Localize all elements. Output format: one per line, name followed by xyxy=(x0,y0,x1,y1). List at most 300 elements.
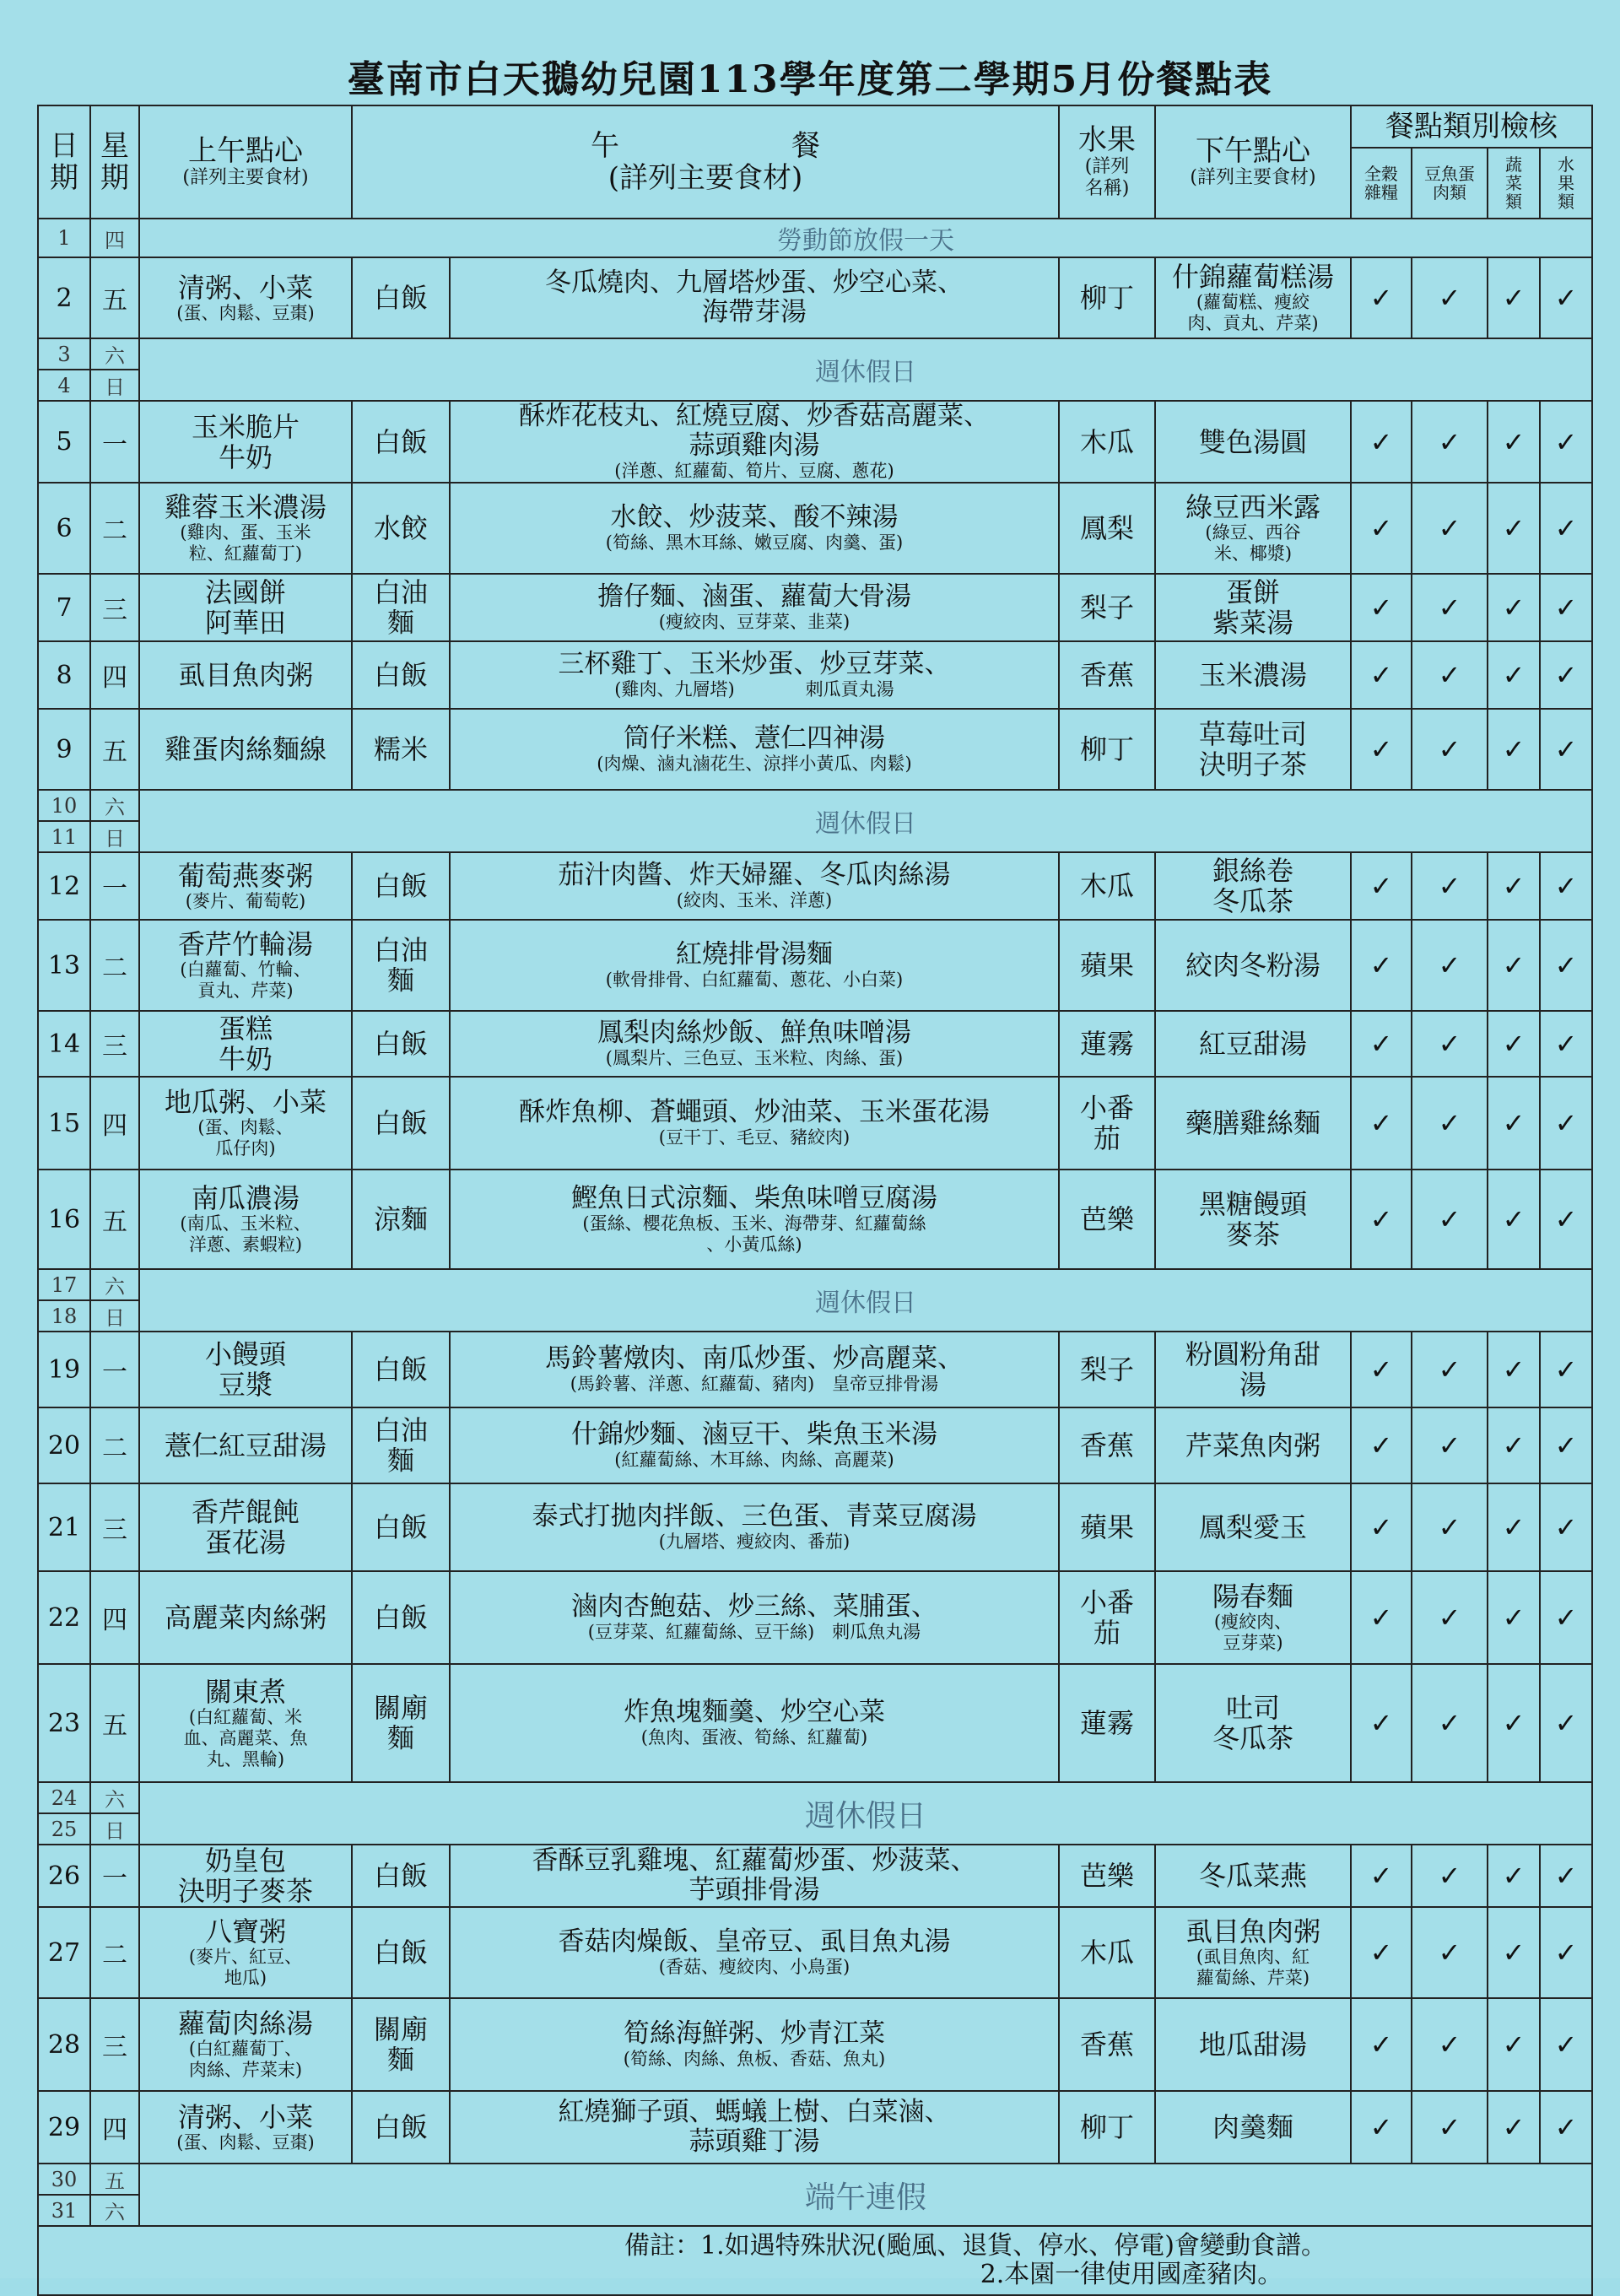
am-snack-ingredients: (麥片、葡萄乾) xyxy=(185,890,306,911)
date-cell: 6 xyxy=(38,483,90,574)
day-row xyxy=(38,1664,1592,1782)
fruit-name: 木瓜 xyxy=(1079,1937,1134,1969)
pm-snack-name: 肉羹麵 xyxy=(1212,2111,1293,2143)
check-protein-mark: ✓ xyxy=(1412,1407,1488,1483)
weekday-cell: 四 xyxy=(90,2091,139,2164)
weekday-cell: 日 xyxy=(90,370,139,401)
am-snack-ingredients: (蛋、肉鬆、 瓜仔肉) xyxy=(197,1117,294,1159)
date-cell: 4 xyxy=(38,370,90,401)
check-veg-mark: ✓ xyxy=(1488,709,1540,790)
check-veg-mark: ✓ xyxy=(1488,1332,1540,1407)
check-fruit-mark: ✓ xyxy=(1540,1077,1592,1170)
check-grain-mark: ✓ xyxy=(1351,709,1412,790)
weekday-cell: 五 xyxy=(90,257,139,338)
check-grain-mark: ✓ xyxy=(1351,920,1412,1011)
staple-cell xyxy=(352,1170,450,1269)
day-row xyxy=(38,641,1592,709)
staple-name: 白飯 xyxy=(373,1937,428,1969)
fruit-name: 梨子 xyxy=(1079,592,1134,624)
am-snack-name: 香芹竹輪湯 xyxy=(177,928,313,960)
staple-name: 白飯 xyxy=(373,1107,428,1139)
pm-snack-name: 絞肉冬粉湯 xyxy=(1185,949,1320,981)
check-protein-mark: ✓ xyxy=(1412,709,1488,790)
date-cell: 28 xyxy=(38,1998,90,2091)
staple-cell xyxy=(352,1907,450,1998)
pm-snack-name: 銀絲卷 冬瓜茶 xyxy=(1212,855,1293,917)
lunch-cell xyxy=(450,641,1059,709)
check-grain-mark: ✓ xyxy=(1351,401,1412,483)
lunch-dishes: 冬瓜燒肉、九層塔炒蛋、炒空心菜、 海帶芽湯 xyxy=(545,267,964,327)
check-veg-mark: ✓ xyxy=(1488,2091,1540,2164)
fruit-name: 柳丁 xyxy=(1079,733,1134,765)
am-snack-cell xyxy=(139,709,352,790)
pm-snack-cell xyxy=(1155,257,1351,338)
fruit-cell xyxy=(1059,641,1155,709)
day-row xyxy=(38,574,1592,641)
lunch-ingredients: (蛋絲、櫻花魚板、玉米、海帶芽、紅蘿蔔絲 、小黃瓜絲) xyxy=(582,1213,926,1255)
date-cell: 17 xyxy=(38,1269,90,1300)
date-cell: 27 xyxy=(38,1907,90,1998)
staple-cell xyxy=(352,1011,450,1077)
pm-snack-ingredients: (瘦絞肉、 豆芽菜) xyxy=(1213,1612,1293,1653)
am-snack-name: 玉米脆片 牛奶 xyxy=(191,410,300,473)
staple-name: 白油 麵 xyxy=(373,1414,428,1477)
lunch-cell xyxy=(450,1483,1059,1571)
check-veg-mark: ✓ xyxy=(1488,1571,1540,1664)
lunch-cell xyxy=(450,1011,1059,1077)
pm-snack-cell xyxy=(1155,920,1351,1011)
fruit-cell xyxy=(1059,852,1155,920)
staple-name: 關廟 麵 xyxy=(373,2013,428,2076)
day-row xyxy=(38,1845,1592,1907)
fruit-cell xyxy=(1059,401,1155,483)
check-grain-mark: ✓ xyxy=(1351,1483,1412,1571)
lunch-ingredients: (紅蘿蔔絲、木耳絲、肉絲、高麗菜) xyxy=(614,1450,894,1470)
day-row xyxy=(38,257,1592,338)
weekday-cell: 二 xyxy=(90,1907,139,1998)
date-cell: 11 xyxy=(38,821,90,852)
check-protein-mark: ✓ xyxy=(1412,1845,1488,1907)
note-line-1: 備註：1.如遇特殊狀況(颱風、退貨、停水、停電)會變動食譜。 xyxy=(624,2231,1327,2261)
page-title: 臺南市白天鵝幼兒園113學年度第二學期5月份餐點表 xyxy=(347,58,1273,101)
lunch-ingredients: (豆芽菜、紅蘿蔔絲、豆干絲) 刺瓜魚丸湯 xyxy=(587,1622,921,1642)
am-snack-cell xyxy=(139,2091,352,2164)
fruit-cell xyxy=(1059,2091,1155,2164)
fruit-cell xyxy=(1059,1664,1155,1782)
check-grain-mark: ✓ xyxy=(1351,1845,1412,1907)
check-fruit-mark: ✓ xyxy=(1540,1332,1592,1407)
check-veg-mark: ✓ xyxy=(1488,1077,1540,1170)
day-row xyxy=(38,483,1592,574)
check-veg-mark: ✓ xyxy=(1488,1998,1540,2091)
check-grain-mark: ✓ xyxy=(1351,641,1412,709)
weekday-cell: 日 xyxy=(90,821,139,852)
lunch-ingredients: (鳳梨片、三色豆、玉米粒、肉絲、蛋) xyxy=(605,1048,904,1068)
am-snack-cell xyxy=(139,401,352,483)
staple-cell xyxy=(352,1483,450,1571)
check-fruit-mark: ✓ xyxy=(1540,1998,1592,2091)
check-protein-mark: ✓ xyxy=(1412,483,1488,574)
date-cell: 22 xyxy=(38,1571,90,1664)
check-veg-mark: ✓ xyxy=(1488,1011,1540,1077)
check-fruit-mark: ✓ xyxy=(1540,709,1592,790)
am-snack-cell xyxy=(139,1011,352,1077)
day-row xyxy=(38,1332,1592,1407)
check-grain-mark: ✓ xyxy=(1351,483,1412,574)
check-fruit-mark: ✓ xyxy=(1540,641,1592,709)
pm-snack-name: 吐司 冬瓜茶 xyxy=(1212,1692,1293,1754)
meal-table-body xyxy=(38,219,1592,2226)
pm-snack-cell xyxy=(1155,483,1351,574)
check-protein-mark: ✓ xyxy=(1412,1077,1488,1170)
date-cell: 24 xyxy=(38,1782,90,1813)
weekday-cell: 五 xyxy=(90,2164,139,2195)
fruit-name: 柳丁 xyxy=(1079,282,1134,314)
fruit-cell xyxy=(1059,1011,1155,1077)
lunch-ingredients: (筍絲、黑木耳絲、嫩豆腐、肉羹、蛋) xyxy=(605,532,904,553)
check-veg-mark: ✓ xyxy=(1488,852,1540,920)
am-snack-cell xyxy=(139,641,352,709)
am-snack-name: 雞蛋肉絲麵線 xyxy=(164,733,327,765)
day-row xyxy=(38,2091,1592,2164)
date-cell: 16 xyxy=(38,1170,90,1269)
header-lunch: 午 餐 (詳列主要食材) xyxy=(352,105,1059,219)
lunch-dishes: 香酥豆乳雞塊、紅蘿蔔炒蛋、炒菠菜、 芋頭排骨湯 xyxy=(532,1845,977,1905)
lunch-cell xyxy=(450,2091,1059,2164)
lunch-cell xyxy=(450,1664,1059,1782)
check-protein-mark: ✓ xyxy=(1412,920,1488,1011)
date-cell: 7 xyxy=(38,574,90,641)
fruit-cell xyxy=(1059,257,1155,338)
lunch-ingredients: (魚肉、蛋液、筍絲、紅蘿蔔) xyxy=(640,1727,868,1748)
staple-cell xyxy=(352,1332,450,1407)
lunch-cell xyxy=(450,1407,1059,1483)
check-fruit-mark: ✓ xyxy=(1540,483,1592,574)
lunch-cell xyxy=(450,1332,1059,1407)
staple-cell xyxy=(352,1664,450,1782)
check-grain-mark: ✓ xyxy=(1351,1077,1412,1170)
fruit-cell xyxy=(1059,920,1155,1011)
check-fruit-mark: ✓ xyxy=(1540,2091,1592,2164)
lunch-ingredients: (軟骨排骨、白紅蘿蔔、蔥花、小白菜) xyxy=(605,970,904,990)
am-snack-name: 清粥、小菜 xyxy=(177,271,313,304)
lunch-dishes: 什錦炒麵、滷豆干、柴魚玉米湯 xyxy=(571,1419,937,1450)
staple-name: 白油 麵 xyxy=(373,934,428,997)
note-line-2: 2.本園一律使用國產豬肉。 xyxy=(980,2260,1283,2289)
check-fruit-mark: ✓ xyxy=(1540,1011,1592,1077)
pm-snack-cell xyxy=(1155,1571,1351,1664)
staple-name: 白飯 xyxy=(373,1028,428,1060)
lunch-cell xyxy=(450,1845,1059,1907)
fruit-name: 香蕉 xyxy=(1079,2029,1134,2061)
fruit-cell xyxy=(1059,1407,1155,1483)
fruit-name: 木瓜 xyxy=(1079,425,1134,458)
staple-cell xyxy=(352,1077,450,1170)
pm-snack-cell xyxy=(1155,709,1351,790)
weekday-cell: 一 xyxy=(90,401,139,483)
weekday-cell: 四 xyxy=(90,1077,139,1170)
pm-snack-name: 冬瓜菜燕 xyxy=(1198,1860,1307,1892)
pm-snack-cell xyxy=(1155,574,1351,641)
date-cell: 30 xyxy=(38,2164,90,2195)
staple-cell xyxy=(352,401,450,483)
check-fruit-mark: ✓ xyxy=(1540,257,1592,338)
am-snack-name: 法國餅 阿華田 xyxy=(204,576,286,639)
check-fruit-mark: ✓ xyxy=(1540,1170,1592,1269)
header-pm-snack: 下午點心 (詳列主要食材) xyxy=(1155,105,1351,219)
check-veg-mark: ✓ xyxy=(1488,574,1540,641)
check-protein-mark: ✓ xyxy=(1412,1664,1488,1782)
date-cell: 31 xyxy=(38,2195,90,2226)
lunch-ingredients: (瘦絞肉、豆芽菜、韭菜) xyxy=(658,612,850,632)
lunch-ingredients: (洋蔥、紅蘿蔔、筍片、豆腐、蔥花) xyxy=(614,461,894,481)
am-snack-cell xyxy=(139,1077,352,1170)
weekday-cell: 五 xyxy=(90,1664,139,1782)
staple-name: 水餃 xyxy=(373,512,428,544)
am-snack-cell xyxy=(139,1571,352,1664)
staple-cell xyxy=(352,574,450,641)
weekday-cell: 日 xyxy=(90,1813,139,1845)
am-snack-ingredients: (白紅蘿蔔、米 血、高麗菜、魚 丸、黑輪) xyxy=(183,1706,308,1769)
pm-snack-cell xyxy=(1155,852,1351,920)
check-fruit-mark: ✓ xyxy=(1540,852,1592,920)
pm-snack-cell xyxy=(1155,1483,1351,1571)
lunch-dishes: 三杯雞丁、玉米炒蛋、炒豆芽菜、 xyxy=(558,649,951,679)
check-fruit-mark: ✓ xyxy=(1540,401,1592,483)
weekday-cell: 三 xyxy=(90,1011,139,1077)
pm-snack-cell xyxy=(1155,1907,1351,1998)
check-grain-mark: ✓ xyxy=(1351,1571,1412,1664)
day-row xyxy=(38,1907,1592,1998)
pm-snack-name: 雙色湯圓 xyxy=(1198,425,1307,458)
check-veg-mark: ✓ xyxy=(1488,641,1540,709)
am-snack-name: 八寶粥 xyxy=(204,1915,286,1948)
holiday-row xyxy=(38,2164,1592,2195)
staple-cell xyxy=(352,1845,450,1907)
header-cat-grain: 全穀雜糧 xyxy=(1351,148,1412,219)
lunch-ingredients: (九層塔、瘦絞肉、番茄) xyxy=(658,1532,850,1552)
day-row xyxy=(38,1998,1592,2091)
am-snack-ingredients: (蛋、肉鬆、豆棗) xyxy=(176,2131,315,2153)
am-snack-name: 清粥、小菜 xyxy=(177,2100,313,2133)
date-cell: 26 xyxy=(38,1845,90,1907)
fruit-cell xyxy=(1059,1170,1155,1269)
date-cell: 8 xyxy=(38,641,90,709)
holiday-label: 勞動節放假一天 xyxy=(139,219,1592,257)
fruit-cell xyxy=(1059,1998,1155,2091)
am-snack-ingredients: (麥片、紅豆、 地瓜) xyxy=(188,1947,303,1988)
fruit-cell xyxy=(1059,1845,1155,1907)
check-veg-mark: ✓ xyxy=(1488,1664,1540,1782)
day-row xyxy=(38,1483,1592,1571)
am-snack-ingredients: (南瓜、玉米粒、 洋蔥、素蝦粒) xyxy=(180,1213,311,1255)
weekday-cell: 四 xyxy=(90,219,139,257)
weekday-cell: 一 xyxy=(90,1845,139,1907)
check-protein-mark: ✓ xyxy=(1412,852,1488,920)
staple-name: 白飯 xyxy=(373,1860,428,1892)
pm-snack-cell xyxy=(1155,1077,1351,1170)
holiday-label: 週休假日 xyxy=(139,338,1592,401)
check-protein-mark: ✓ xyxy=(1412,401,1488,483)
check-protein-mark: ✓ xyxy=(1412,2091,1488,2164)
header-am-snack: 上午點心 (詳列主要食材) xyxy=(139,105,352,219)
holiday-label: 週休假日 xyxy=(139,1782,1592,1845)
lunch-cell xyxy=(450,1077,1059,1170)
am-snack-name: 香芹餛飩 蛋花湯 xyxy=(191,1496,300,1559)
check-grain-mark: ✓ xyxy=(1351,1998,1412,2091)
lunch-cell xyxy=(450,483,1059,574)
staple-name: 白飯 xyxy=(373,1353,428,1386)
lunch-dishes: 筍絲海鮮粥、炒青江菜 xyxy=(624,2018,885,2049)
check-fruit-mark: ✓ xyxy=(1540,1483,1592,1571)
date-cell: 14 xyxy=(38,1011,90,1077)
lunch-cell xyxy=(450,920,1059,1011)
header-fruit: 水果 (詳列名稱) xyxy=(1059,105,1155,219)
staple-name: 糯米 xyxy=(373,733,428,765)
pm-snack-cell xyxy=(1155,1332,1351,1407)
header-cat-veg: 蔬菜類 xyxy=(1488,148,1540,219)
lunch-ingredients: (馬鈴薯、洋蔥、紅蘿蔔、豬肉) 皇帝豆排骨湯 xyxy=(570,1374,939,1394)
staple-cell xyxy=(352,257,450,338)
lunch-cell xyxy=(450,1170,1059,1269)
weekday-cell: 二 xyxy=(90,1407,139,1483)
lunch-cell xyxy=(450,257,1059,338)
staple-name: 白飯 xyxy=(373,425,428,458)
check-fruit-mark: ✓ xyxy=(1540,1845,1592,1907)
am-snack-name: 奶皇包 決明子麥茶 xyxy=(177,1845,313,1907)
check-veg-mark: ✓ xyxy=(1488,1170,1540,1269)
am-snack-ingredients: (白蘿蔔、竹輪、 貢丸、芹菜) xyxy=(180,959,311,1001)
staple-name: 白飯 xyxy=(373,2111,428,2143)
lunch-dishes: 水餃、炒菠菜、酸不辣湯 xyxy=(610,502,899,532)
check-protein-mark: ✓ xyxy=(1412,1907,1488,1998)
staple-cell xyxy=(352,1998,450,2091)
am-snack-cell xyxy=(139,574,352,641)
holiday-label: 週休假日 xyxy=(139,790,1592,852)
lunch-ingredients: (豆干丁、毛豆、豬絞肉) xyxy=(658,1127,850,1148)
staple-name: 白油 麵 xyxy=(373,576,428,639)
am-snack-cell xyxy=(139,1332,352,1407)
header-weekday: 星期 xyxy=(90,105,139,219)
lunch-cell xyxy=(450,1571,1059,1664)
pm-snack-name: 玉米濃湯 xyxy=(1198,659,1307,691)
lunch-dishes: 泰式打拋肉拌飯、三色蛋、青菜豆腐湯 xyxy=(532,1501,977,1532)
lunch-ingredients: (筍絲、肉絲、魚板、香菇、魚丸) xyxy=(623,2049,886,2069)
lunch-dishes: 茄汁肉醬、炸天婦羅、冬瓜肉絲湯 xyxy=(558,860,951,890)
check-fruit-mark: ✓ xyxy=(1540,574,1592,641)
pm-snack-ingredients: (綠豆、西谷 米、椰漿) xyxy=(1205,522,1301,564)
check-veg-mark: ✓ xyxy=(1488,1483,1540,1571)
weekday-cell: 二 xyxy=(90,483,139,574)
date-cell: 13 xyxy=(38,920,90,1011)
fruit-name: 鳳梨 xyxy=(1079,512,1134,544)
fruit-name: 小番 茄 xyxy=(1079,1586,1134,1649)
fruit-name: 木瓜 xyxy=(1079,870,1134,902)
check-protein-mark: ✓ xyxy=(1412,641,1488,709)
lunch-cell xyxy=(450,709,1059,790)
fruit-cell xyxy=(1059,1483,1155,1571)
check-grain-mark: ✓ xyxy=(1351,1170,1412,1269)
pm-snack-name: 紅豆甜湯 xyxy=(1198,1028,1307,1060)
lunch-ingredients: (香菇、瘦絞肉、小鳥蛋) xyxy=(658,1957,850,1977)
lunch-dishes: 酥炸魚柳、蒼蠅頭、炒油菜、玉米蛋花湯 xyxy=(519,1097,990,1127)
date-cell: 29 xyxy=(38,2091,90,2164)
pm-snack-cell xyxy=(1155,1845,1351,1907)
fruit-cell xyxy=(1059,1077,1155,1170)
staple-name: 白飯 xyxy=(373,1602,428,1634)
header-cat-fruit: 水果類 xyxy=(1540,148,1592,219)
date-cell: 3 xyxy=(38,338,90,370)
staple-name: 白飯 xyxy=(373,870,428,902)
date-cell: 12 xyxy=(38,852,90,920)
weekday-cell: 六 xyxy=(90,790,139,821)
check-grain-mark: ✓ xyxy=(1351,1332,1412,1407)
weekday-cell: 六 xyxy=(90,1269,139,1300)
lunch-dishes: 鳳梨肉絲炒飯、鮮魚味噌湯 xyxy=(597,1018,911,1048)
fruit-name: 芭樂 xyxy=(1079,1860,1134,1892)
date-cell: 20 xyxy=(38,1407,90,1483)
fruit-name: 蘋果 xyxy=(1079,1511,1134,1543)
lunch-cell xyxy=(450,852,1059,920)
date-cell: 1 xyxy=(38,219,90,257)
pm-snack-name: 綠豆西米露 xyxy=(1185,491,1320,523)
date-cell: 23 xyxy=(38,1664,90,1782)
am-snack-name: 南瓜濃湯 xyxy=(191,1182,300,1214)
lunch-dishes: 鰹魚日式涼麵、柴魚味噌豆腐湯 xyxy=(571,1182,937,1213)
am-snack-ingredients: (雞肉、蛋、玉米 粒、紅蘿蔔丁) xyxy=(180,522,311,564)
check-protein-mark: ✓ xyxy=(1412,1571,1488,1664)
check-fruit-mark: ✓ xyxy=(1540,920,1592,1011)
check-grain-mark: ✓ xyxy=(1351,1407,1412,1483)
check-grain-mark: ✓ xyxy=(1351,257,1412,338)
am-snack-cell xyxy=(139,920,352,1011)
holiday-row xyxy=(38,790,1592,821)
check-grain-mark: ✓ xyxy=(1351,574,1412,641)
am-snack-cell xyxy=(139,1407,352,1483)
staple-name: 關廟 麵 xyxy=(373,1692,428,1754)
lunch-ingredients: (絞肉、玉米、洋蔥) xyxy=(676,890,833,910)
pm-snack-ingredients: (蘿蔔糕、瘦絞 肉、貢丸、芹菜) xyxy=(1187,292,1319,333)
am-snack-name: 蛋糕 牛奶 xyxy=(218,1013,273,1075)
check-protein-mark: ✓ xyxy=(1412,257,1488,338)
am-snack-name: 關東煮 xyxy=(204,1675,286,1708)
lunch-dishes: 紅燒排骨湯麵 xyxy=(676,939,833,970)
staple-cell xyxy=(352,709,450,790)
fruit-cell xyxy=(1059,1907,1155,1998)
am-snack-name: 高麗菜肉絲粥 xyxy=(164,1602,327,1634)
holiday-row xyxy=(38,1269,1592,1300)
check-grain-mark: ✓ xyxy=(1351,1907,1412,1998)
header-date: 日期 xyxy=(38,105,90,219)
header-check: 餐點類別檢核 xyxy=(1351,105,1592,148)
staple-name: 白飯 xyxy=(373,659,428,691)
lunch-cell xyxy=(450,574,1059,641)
holiday-row xyxy=(38,1782,1592,1813)
check-grain-mark: ✓ xyxy=(1351,1664,1412,1782)
lunch-cell xyxy=(450,401,1059,483)
am-snack-cell xyxy=(139,1907,352,1998)
day-row xyxy=(38,709,1592,790)
lunch-dishes: 馬鈴薯燉肉、南瓜炒蛋、炒高麗菜、 xyxy=(545,1343,964,1374)
fruit-cell xyxy=(1059,574,1155,641)
pm-snack-ingredients: (虱目魚肉、紅 蘿蔔絲、芹菜) xyxy=(1196,1947,1310,1988)
pm-snack-name: 陽春麵 xyxy=(1212,1580,1293,1613)
lunch-ingredients: (肉燥、滷丸滷花生、涼拌小黃瓜、肉鬆) xyxy=(597,754,912,774)
holiday-row xyxy=(38,338,1592,370)
lunch-ingredients: (雞肉、九層塔) 刺瓜貢丸湯 xyxy=(614,679,894,700)
check-veg-mark: ✓ xyxy=(1488,483,1540,574)
weekday-cell: 日 xyxy=(90,1300,139,1332)
